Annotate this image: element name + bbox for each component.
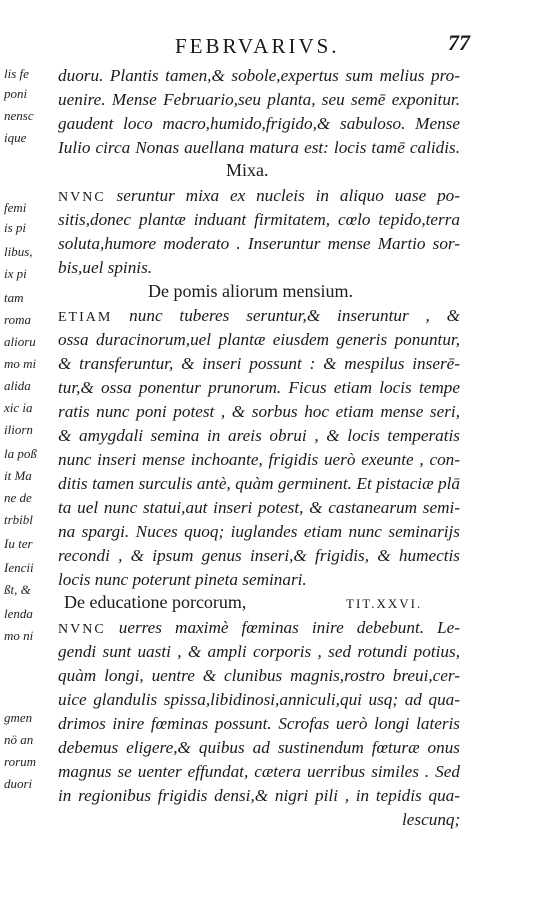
text-line: soluta,humore moderato . Inseruntur mense Martio sor- bbox=[58, 234, 460, 253]
text-line: & amygdali semina in areis obrui , & locis temperatis bbox=[58, 426, 460, 445]
page-number: 77 bbox=[448, 30, 470, 55]
text-line: ossa duracinorum,uel plantæ eiusdem generis ponuntur, bbox=[58, 330, 460, 349]
margin-fragment: ique bbox=[4, 130, 27, 145]
page-header bbox=[0, 30, 557, 64]
text-line: ta uel nunc statui,aut inseri potest, & castanearum semi- bbox=[58, 498, 460, 517]
margin-fragment: libus, bbox=[4, 244, 33, 259]
text-line: gendi sunt uasti , & ampli corporis , sed rotundi potius, bbox=[58, 642, 460, 661]
margin-fragment: nö an bbox=[4, 732, 34, 747]
text-line: recondi , & ipsum genus inseri,& frigidis, & humectis bbox=[58, 546, 460, 565]
margin-fragment: lenda bbox=[4, 606, 33, 621]
text-line: ditis tamen surculis antè, quàm germinent. Et pistaciæ plā bbox=[58, 474, 460, 493]
margin-fragment: roma bbox=[4, 312, 31, 327]
margin-fragment: it Ma bbox=[4, 468, 32, 483]
margin-fragment: mo mi bbox=[4, 356, 37, 371]
text-line: Iulio circa Nonas auellana matura est: locis tamē calidis. bbox=[58, 138, 460, 157]
margin-fragment: rorum bbox=[4, 754, 37, 769]
running-title: FEBRVARIVS. bbox=[175, 34, 340, 58]
margin-fragment: Iencii bbox=[4, 560, 34, 575]
margin-fragment: ne de bbox=[4, 490, 32, 505]
text-line: lescunq; bbox=[402, 810, 461, 829]
text-line: & transferuntur, & inseri possunt : & mespilus inserē- bbox=[58, 354, 460, 373]
margin-fragment: iliorn bbox=[4, 422, 33, 437]
text-line: gaudent loco macro,humido,frigido,& sabuloso. Mense bbox=[58, 114, 460, 133]
margin-fragment: femi bbox=[4, 200, 27, 215]
text-line: ratis nunc poni potest , & sorbus hoc etiam mense seri, bbox=[58, 402, 460, 421]
text-line: debemus eligere,& quibus ad sustinendum fœturæ onus bbox=[58, 738, 460, 757]
text-line: uenire. Mense Februario,seu planta, seu semē exponitur. bbox=[58, 90, 460, 109]
section-heading-mixa: Mixa. bbox=[226, 160, 269, 180]
margin-fragment: Iu ter bbox=[4, 536, 33, 551]
section-heading-pomis: De pomis aliorum mensium. bbox=[148, 281, 353, 301]
margin-fragment: tam bbox=[4, 290, 24, 305]
margin-fragment: is pi bbox=[4, 220, 27, 235]
initial-word: ETIAM bbox=[58, 310, 113, 325]
margin-fragment: alioru bbox=[4, 334, 36, 349]
margin-fragment: lis fe bbox=[4, 66, 29, 81]
margin-fragment: xic ia bbox=[4, 400, 33, 415]
margin-fragment: ix pi bbox=[4, 266, 27, 281]
margin-fragment: ßt, & bbox=[4, 582, 31, 597]
margin-fragment: duori bbox=[4, 776, 33, 791]
text-line: duoru. Plantis tamen,& sobole,expertus sum melius pro- bbox=[58, 66, 460, 85]
margin-fragment: mo ni bbox=[4, 628, 34, 643]
text-line: ETIAM nunc tuberes seruntur,& inseruntur , & bbox=[58, 306, 461, 325]
margin-fragment: trbibl bbox=[4, 512, 33, 527]
title-number: TIT.XXVI. bbox=[346, 596, 423, 611]
section-heading-porcorum: De educatione porcorum, bbox=[64, 592, 247, 612]
text-line: NVNC seruntur mixa ex nucleis in aliquo uase po- bbox=[58, 186, 460, 205]
margin-fragment: poni bbox=[4, 86, 28, 101]
text-line: tur,& ossa ponentur prunorum. Ficus etiam locis tempe bbox=[58, 378, 460, 397]
text-line: drimos inire fœminas possunt. Scrofas uerò longi lateris bbox=[58, 714, 460, 733]
text-line: bis,uel spinis. bbox=[58, 258, 153, 277]
margin-fragment: la poß bbox=[4, 446, 37, 461]
margin-fragment: gmen bbox=[4, 710, 33, 725]
initial-word: NVNC bbox=[58, 190, 106, 205]
margin-fragment: alida bbox=[4, 378, 31, 393]
text-line: nunc inseri mense inchoante, frigidis uerò exeunte , con- bbox=[58, 450, 460, 469]
text-line: in regionibus frigidis densi,& nigri pili , in tepidis qua- bbox=[58, 786, 460, 805]
text-line: sitis,donec plantæ induant firmitatem, cœlo tepido,terra bbox=[58, 210, 460, 229]
text-line: locis nunc poterunt pineta seminari. bbox=[58, 570, 307, 589]
text-line: magnus se uenter effundat, cætera uerribus similes . Sed bbox=[58, 762, 460, 781]
text-line: uice glandulis spissa,libidinosi,anniculi,qui usq; ad qua- bbox=[58, 690, 460, 709]
text-line: NVNC uerres maximè fœminas inire debebunt. Le- bbox=[58, 618, 460, 637]
margin-fragment: nensc bbox=[4, 108, 34, 123]
initial-word: NVNC bbox=[58, 622, 106, 637]
text-line: quàm longi, uentre & clunibus magnis,rostro breui,cer- bbox=[58, 666, 460, 685]
text-line: na spargi. Nuces quoq; iuglandes etiam nunc seminarijs bbox=[58, 522, 460, 541]
